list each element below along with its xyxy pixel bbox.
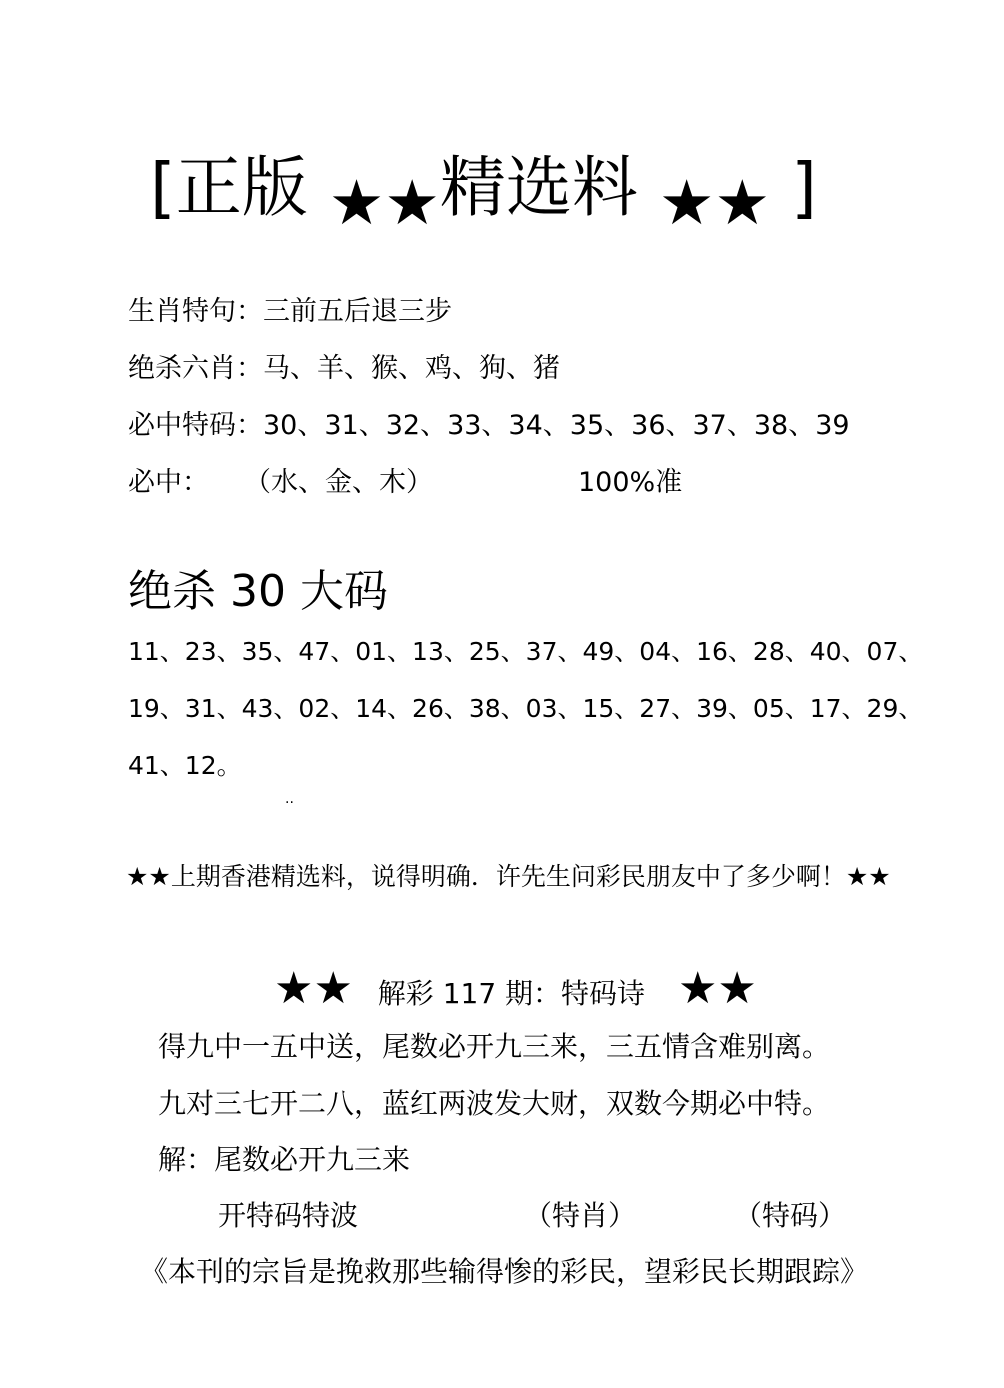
info-value-accuracy: 100%准 <box>578 467 683 498</box>
answer-number: （特码） <box>734 1199 847 1232</box>
title-left-text: 正版 <box>175 149 308 226</box>
page-title <box>150 148 817 239</box>
title-close-bracket: ] <box>791 149 817 226</box>
info-value-elements: （水、金、木） <box>244 467 433 498</box>
info-label: 生肖特句： <box>128 296 263 327</box>
dots-mark: ·· <box>285 795 294 811</box>
poem-line: 九对三七开二八，蓝红两波发大财，双数今期必中特。 <box>158 1087 831 1120</box>
star-icon: ★ <box>328 166 385 239</box>
poem-header <box>274 963 757 1016</box>
info-value: 马、羊、猴、鸡、狗、猪 <box>263 353 560 384</box>
poem-line: 得九中一五中送，尾数必开九三来，三五情含难别离。 <box>158 1030 831 1063</box>
kill30-line: 11、23、35、47、01、13、25、37、49、04、16、28、40、07、 <box>128 637 924 666</box>
title-right-text: 精选料 <box>439 149 638 226</box>
notice-text: ★★上期香港精选料，说得明确．许先生问彩民朋友中了多少啊！★★ <box>126 862 891 891</box>
star-icon: ★★ <box>677 963 757 1014</box>
info-line-zodiac-phrase <box>128 292 452 332</box>
info-label: 必中： <box>128 467 209 498</box>
footer-motto: 《本刊的宗旨是挽救那些输得惨的彩民，望彩民长期跟踪》 <box>140 1255 869 1288</box>
info-line-must-hit <box>128 463 209 503</box>
info-label: 必中特码： <box>128 410 263 441</box>
star-icon: ★★ <box>274 963 353 1014</box>
answer-wave: 开特码特波 <box>218 1199 359 1232</box>
kill30-heading: 绝杀 30 大码 <box>128 566 388 617</box>
answer-zodiac: （特肖） <box>524 1199 637 1232</box>
info-value: 30、31、32、33、34、35、36、37、38、39 <box>263 410 850 441</box>
info-value: 三前五后退三步 <box>263 296 452 327</box>
poem-explain: 解：尾数必开九三来 <box>158 1143 411 1176</box>
kill30-line: 19、31、43、02、14、26、38、03、15、27、39、05、17、29、 <box>128 694 924 723</box>
star-icon: ★ <box>658 166 715 239</box>
star-icon: ★ <box>714 166 771 239</box>
star-icon: ★ <box>384 166 440 239</box>
title-open-bracket: [ <box>150 149 176 226</box>
info-line-special-numbers <box>128 406 850 446</box>
info-label: 绝杀六肖： <box>128 353 263 384</box>
kill30-line: 41、12。 <box>128 751 242 780</box>
poem-title: 解彩 117 期：特码诗 <box>377 977 646 1010</box>
info-line-kill-six <box>128 349 560 389</box>
